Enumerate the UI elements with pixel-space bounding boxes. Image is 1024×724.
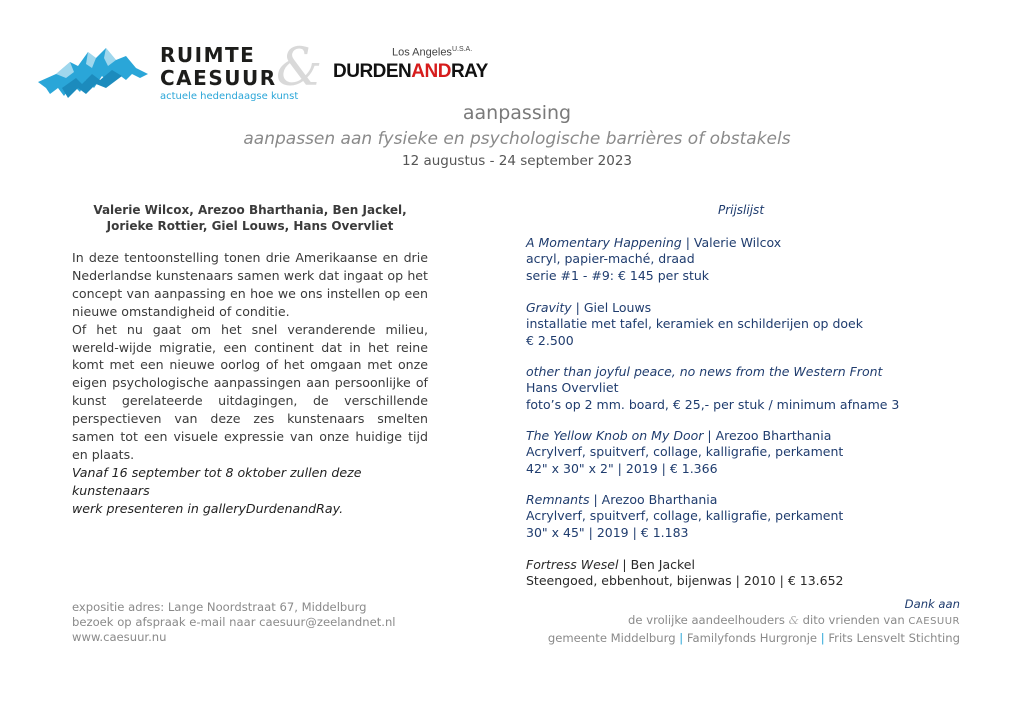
artwork-artist: Valerie Wilcox — [693, 235, 782, 250]
thanks-line — [548, 612, 960, 630]
and-logo-text: AND — [411, 61, 451, 82]
artist-names — [72, 202, 428, 234]
ampersand-logo: & — [276, 38, 323, 98]
price-item: The Yellow Knob on My Door | Arezoo Bharthania Acrylverf, spuitverf, collage, kalligrafie, perkament 42" x 30" x 2" | 2019 | € 1.366 — [526, 428, 956, 477]
durden-and-ray-logo — [333, 61, 488, 82]
artwork-price: serie #1 - #9: € 145 per stuk — [526, 267, 710, 283]
ray-logo-text: RAY — [450, 61, 488, 82]
exhibition-description — [72, 249, 428, 464]
artwork-artist: Arezoo Bharthania — [715, 428, 832, 443]
artwork-artist: Hans Overvliet — [526, 380, 619, 396]
gallery-note-line: werk presenteren in galleryDurdenandRay. — [72, 500, 344, 516]
sponsor-line: gemeente Middelburg | Familyfonds Hurgronje | Frits Lensvelt Stichting — [547, 631, 960, 645]
exhibition-subtitle: aanpassen aan fysieke en psychologische barrières of obstakels — [243, 129, 791, 149]
artwork-artist: Arezoo Bharthania — [601, 492, 718, 507]
exhibition-dates: 12 augustus - 24 september 2023 — [402, 153, 632, 169]
footer-appointment: bezoek op afspraak e-mail naar caesuur@zeelandnet.nl — [72, 615, 396, 630]
artwork-materials: Steengoed, ebbenhout, bijenwas | 2010 | € 13.652 — [526, 573, 844, 589]
description-paragraph: Of het nu gaat om het snel veranderende milieu, wereld-wijde migratie, een continent dat in het reine komt met een nieuwe oorlog of het omgaan met onze eigen psychologische aanpassingen aan persoonlijke of kunst gerelateerde uitdagingen, de verschillende perspectieven van deze zes kunstenaars smelten samen tot een visuele expressie van onze huidige tijd en plaats. — [72, 321, 428, 462]
los-angeles-label — [392, 46, 472, 59]
artwork-title: other than joyful peace, no news from the Western Front — [526, 364, 883, 379]
artwork-price: foto’s op 2 mm. board, € 25,- per stuk / minimum afname 3 — [526, 396, 900, 412]
ruimte-caesuur-tagline: actuele hedendaagse kunst — [160, 91, 299, 102]
footer-contact — [72, 600, 396, 646]
artwork-materials: installatie met tafel, keramiek en schilderijen op doek — [526, 316, 863, 332]
description-paragraph: In deze tentoonstelling tonen drie Amerikaanse en drie Nederlandse kunstenaars samen werk dat ingaat op het concept van aanpassing en hoe we ons instellen op een nieuwe omstandigheid of conditie. — [72, 250, 428, 319]
ampersand-small: & — [788, 613, 799, 627]
los-angeles-text: Los Angeles — [392, 46, 452, 59]
usa-superscript: U.S.A. — [451, 46, 473, 53]
price-item: Fortress Wesel | Ben Jackel Steengoed, ebbenhout, bijenwas | 2010 | € 13.652 — [526, 557, 956, 590]
artwork-materials: Acrylverf, spuitverf, collage, kalligrafie, perkament — [526, 508, 844, 524]
artwork-title: The Yellow Knob on My Door — [526, 428, 704, 443]
artwork-price: 30" x 45" | 2019 | € 1.183 — [526, 524, 689, 540]
artwork-materials: acryl, papier-maché, draad — [526, 251, 695, 267]
artist-names-line: Valerie Wilcox, Arezoo Bharthania, Ben Jackel, — [93, 203, 407, 217]
caesuur-name: CAESUUR — [908, 616, 960, 627]
artwork-materials: Acrylverf, spuitverf, collage, kalligrafie, perkament — [526, 444, 844, 460]
footer-thanks — [548, 596, 960, 646]
artwork-artist: Ben Jackel — [630, 557, 695, 572]
thanks-text: de vrolijke aandeelhouders — [628, 613, 785, 627]
price-item: Remnants | Arezoo Bharthania Acrylverf, spuitverf, collage, kalligrafie, perkament 30" x 45" | 2019 | € 1.183 — [526, 492, 956, 541]
footer-address: expositie adres: Lange Noordstraat 67, Middelburg — [72, 600, 367, 614]
artwork-title: A Momentary Happening — [526, 235, 682, 250]
mountain-logo-icon — [36, 44, 152, 106]
price-item: A Momentary Happening | Valerie Wilcox acryl, papier-maché, draad serie #1 - #9: € 145 per stuk — [526, 235, 956, 284]
artist-names-line: Jorieke Rottier, Giel Louws, Hans Overvliet — [106, 219, 394, 233]
price-item: Gravity | Giel Louws installatie met tafel, keramiek en schilderijen op doek € 2.500 — [526, 300, 956, 349]
artwork-title: Remnants — [526, 492, 590, 507]
sponsor-name: Frits Lensvelt Stichting — [828, 631, 960, 645]
artwork-title: Gravity — [526, 300, 572, 315]
exhibition-title: aanpassing — [462, 102, 572, 124]
gallery-note — [72, 464, 428, 518]
caesuur-logo-text: CAESUUR — [160, 66, 277, 90]
artwork-title: Fortress Wesel — [526, 557, 619, 572]
sponsor-name: gemeente Middelburg — [547, 631, 676, 645]
price-item — [526, 364, 956, 413]
thanks-text: dito vrienden van — [802, 613, 905, 627]
artwork-artist: Giel Louws — [583, 300, 652, 315]
artwork-price: € 2.500 — [526, 332, 574, 348]
thanks-title: Dank aan — [904, 597, 960, 611]
footer-website-link[interactable]: www.caesuur.nu — [72, 630, 167, 645]
sponsor-name: Familyfonds Hurgronje — [686, 631, 818, 645]
artwork-price: 42" x 30" x 2" | 2019 | € 1.366 — [526, 460, 718, 476]
ruimte-logo-text: RUIMTE — [160, 43, 256, 67]
pricelist-title: Prijslijst — [717, 203, 765, 217]
gallery-note-line: Vanaf 16 september tot 8 oktober zullen deze kunstenaars — [72, 465, 362, 498]
durden-logo-text: DURDEN — [333, 61, 412, 82]
